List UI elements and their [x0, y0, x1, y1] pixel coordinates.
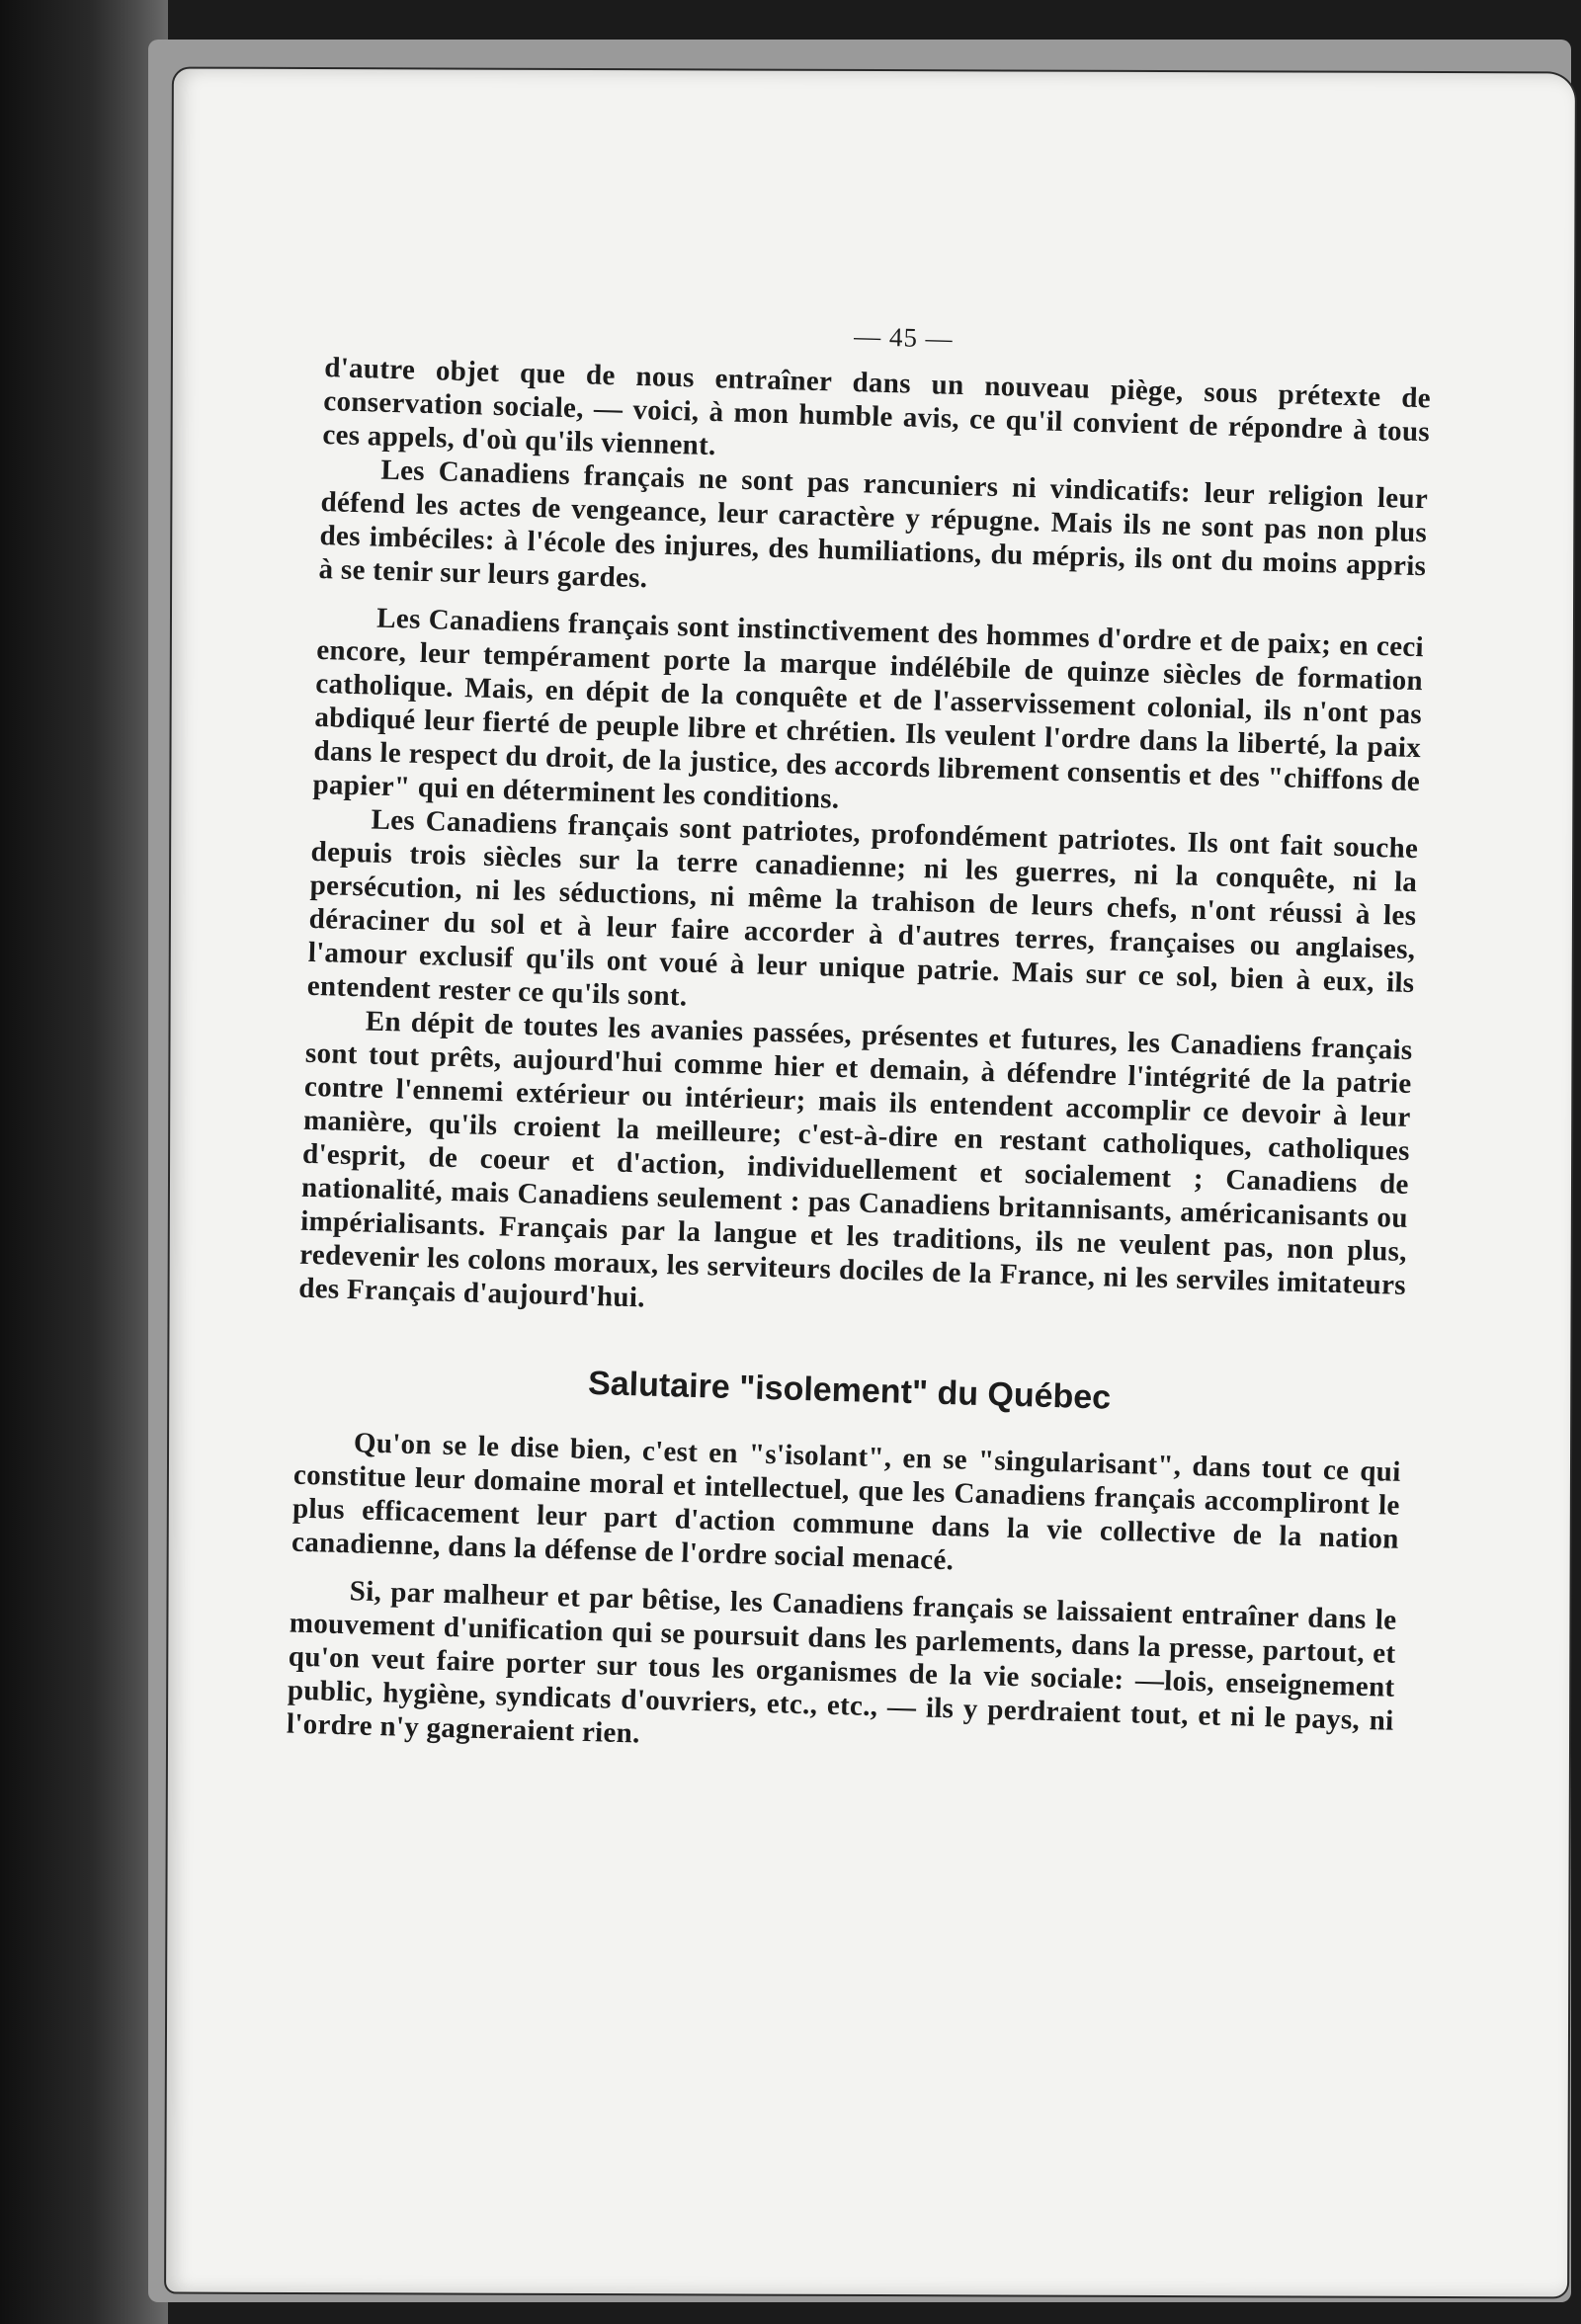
section-heading: Salutaire "isolement" du Québec [587, 1364, 1112, 1417]
paragraph-avanies: En dépit de toutes les avanies passées, présentes et futures, les Canadiens français sont tout prêts, aujourd'hui comme hier et demain, à défendre l'intégrité de la patrie contre l'ennemi extérieur ou intérieur; mais ils entendent accomplir ce devoir à leur manière, qu'ils croient la meilleure; c'est-à-dire en restant catholiques, catholiques d'esprit, de coeur et d'action, individuellement et socialement ; Canadiens de nationalité, mais Canadiens seulement : pas Canadiens britannisants, américanisants ou impérialisants. Français par la langue et les traditions, ils ne veulent pas, non plus, redevenir les colons moraux, les serviteurs dociles de la France, ni les serviles imitateurs des Français d'aujourd'hui. [297, 1005, 1413, 1314]
paragraph-unification: Si, par malheur et par bêtise, les Canadiens français se laissaient entraîner dans le mouvement d'unification qui se poursuit dans les parlements, dans la presse, partout, et qu'on veut faire porter sur tous les organismes de la vie sociale: —lois, enseignement public, hygiène, syndicats d'ouvriers, etc., etc., — ils y perdraient tout, et ni le pays, ni l'ordre n'y gagneraient rien. [286, 1575, 1397, 1750]
paragraph-rancuniers: Les Canadiens français ne sont pas rancuniers ni vindicatifs: leur religion leur défend les actes de vengeance, leur caractère y répugne. Mais ils ne sont pas non plus des imbéciles: à l'école des injures, des humiliations, du mépris, ils ont du moins appris à se tenir sur leurs gardes. [318, 454, 1429, 595]
page-number: — 45 — [853, 321, 955, 354]
paragraph-ordre-et-paix: Les Canadiens français sont instinctivement des hommes d'ordre et de paix; en ceci encore, leur tempérament porte la marque indélébile de quinze siècles de formation catholique. Mais, en dépit de la conquête et de l'asservissement colonial, ils n'ont pas abdiqué leur fierté de peuple libre et chrétien. Ils veulent l'ordre dans la liberté, la paix dans le respect du droit, de la justice, des accords librement consentis et des "chiffons de papier" qui en déterminent les conditions. [312, 602, 1425, 815]
paragraph-isolant: Qu'on se le dise bien, c'est en "s'isolant", en se "singularisant", dans tout ce qui constitue leur domaine moral et intellectuel, que les Canadiens français accompliront le plus efficacement leur part d'action commune dans la vie collective de la nation canadienne, dans la défense de l'ordre social menacé. [291, 1427, 1402, 1577]
book-binding-edge [0, 0, 168, 2324]
page-text-block [287, 306, 1433, 1772]
paragraph-patriotes: Les Canadiens français sont patriotes, profondément patriotes. Ils ont fait souche depuis trois siècles sur la terre canadienne; ni les guerres, ni la conquête, ni la persécution, ni les séductions, ni même la trahison de leurs chefs, n'ont réussi à les déraciner du sol et à leur faire accorder à d'autres terres, françaises ou anglaises, l'amour exclusif qu'ils ont voué à leur unique patrie. Mais sur ce sol, bien à eux, ils entendent rester ce qu'ils sont. [306, 803, 1419, 1013]
book-page [166, 69, 1575, 2297]
paragraph-continuation: d'autre objet que de nous entraîner dans un nouveau piège, sous prétexte de conservation sociale, — voici, à mon humble avis, ce qu'il convient de répondre à tous ces appels, d'où qu'ils viennent. [322, 352, 1432, 462]
